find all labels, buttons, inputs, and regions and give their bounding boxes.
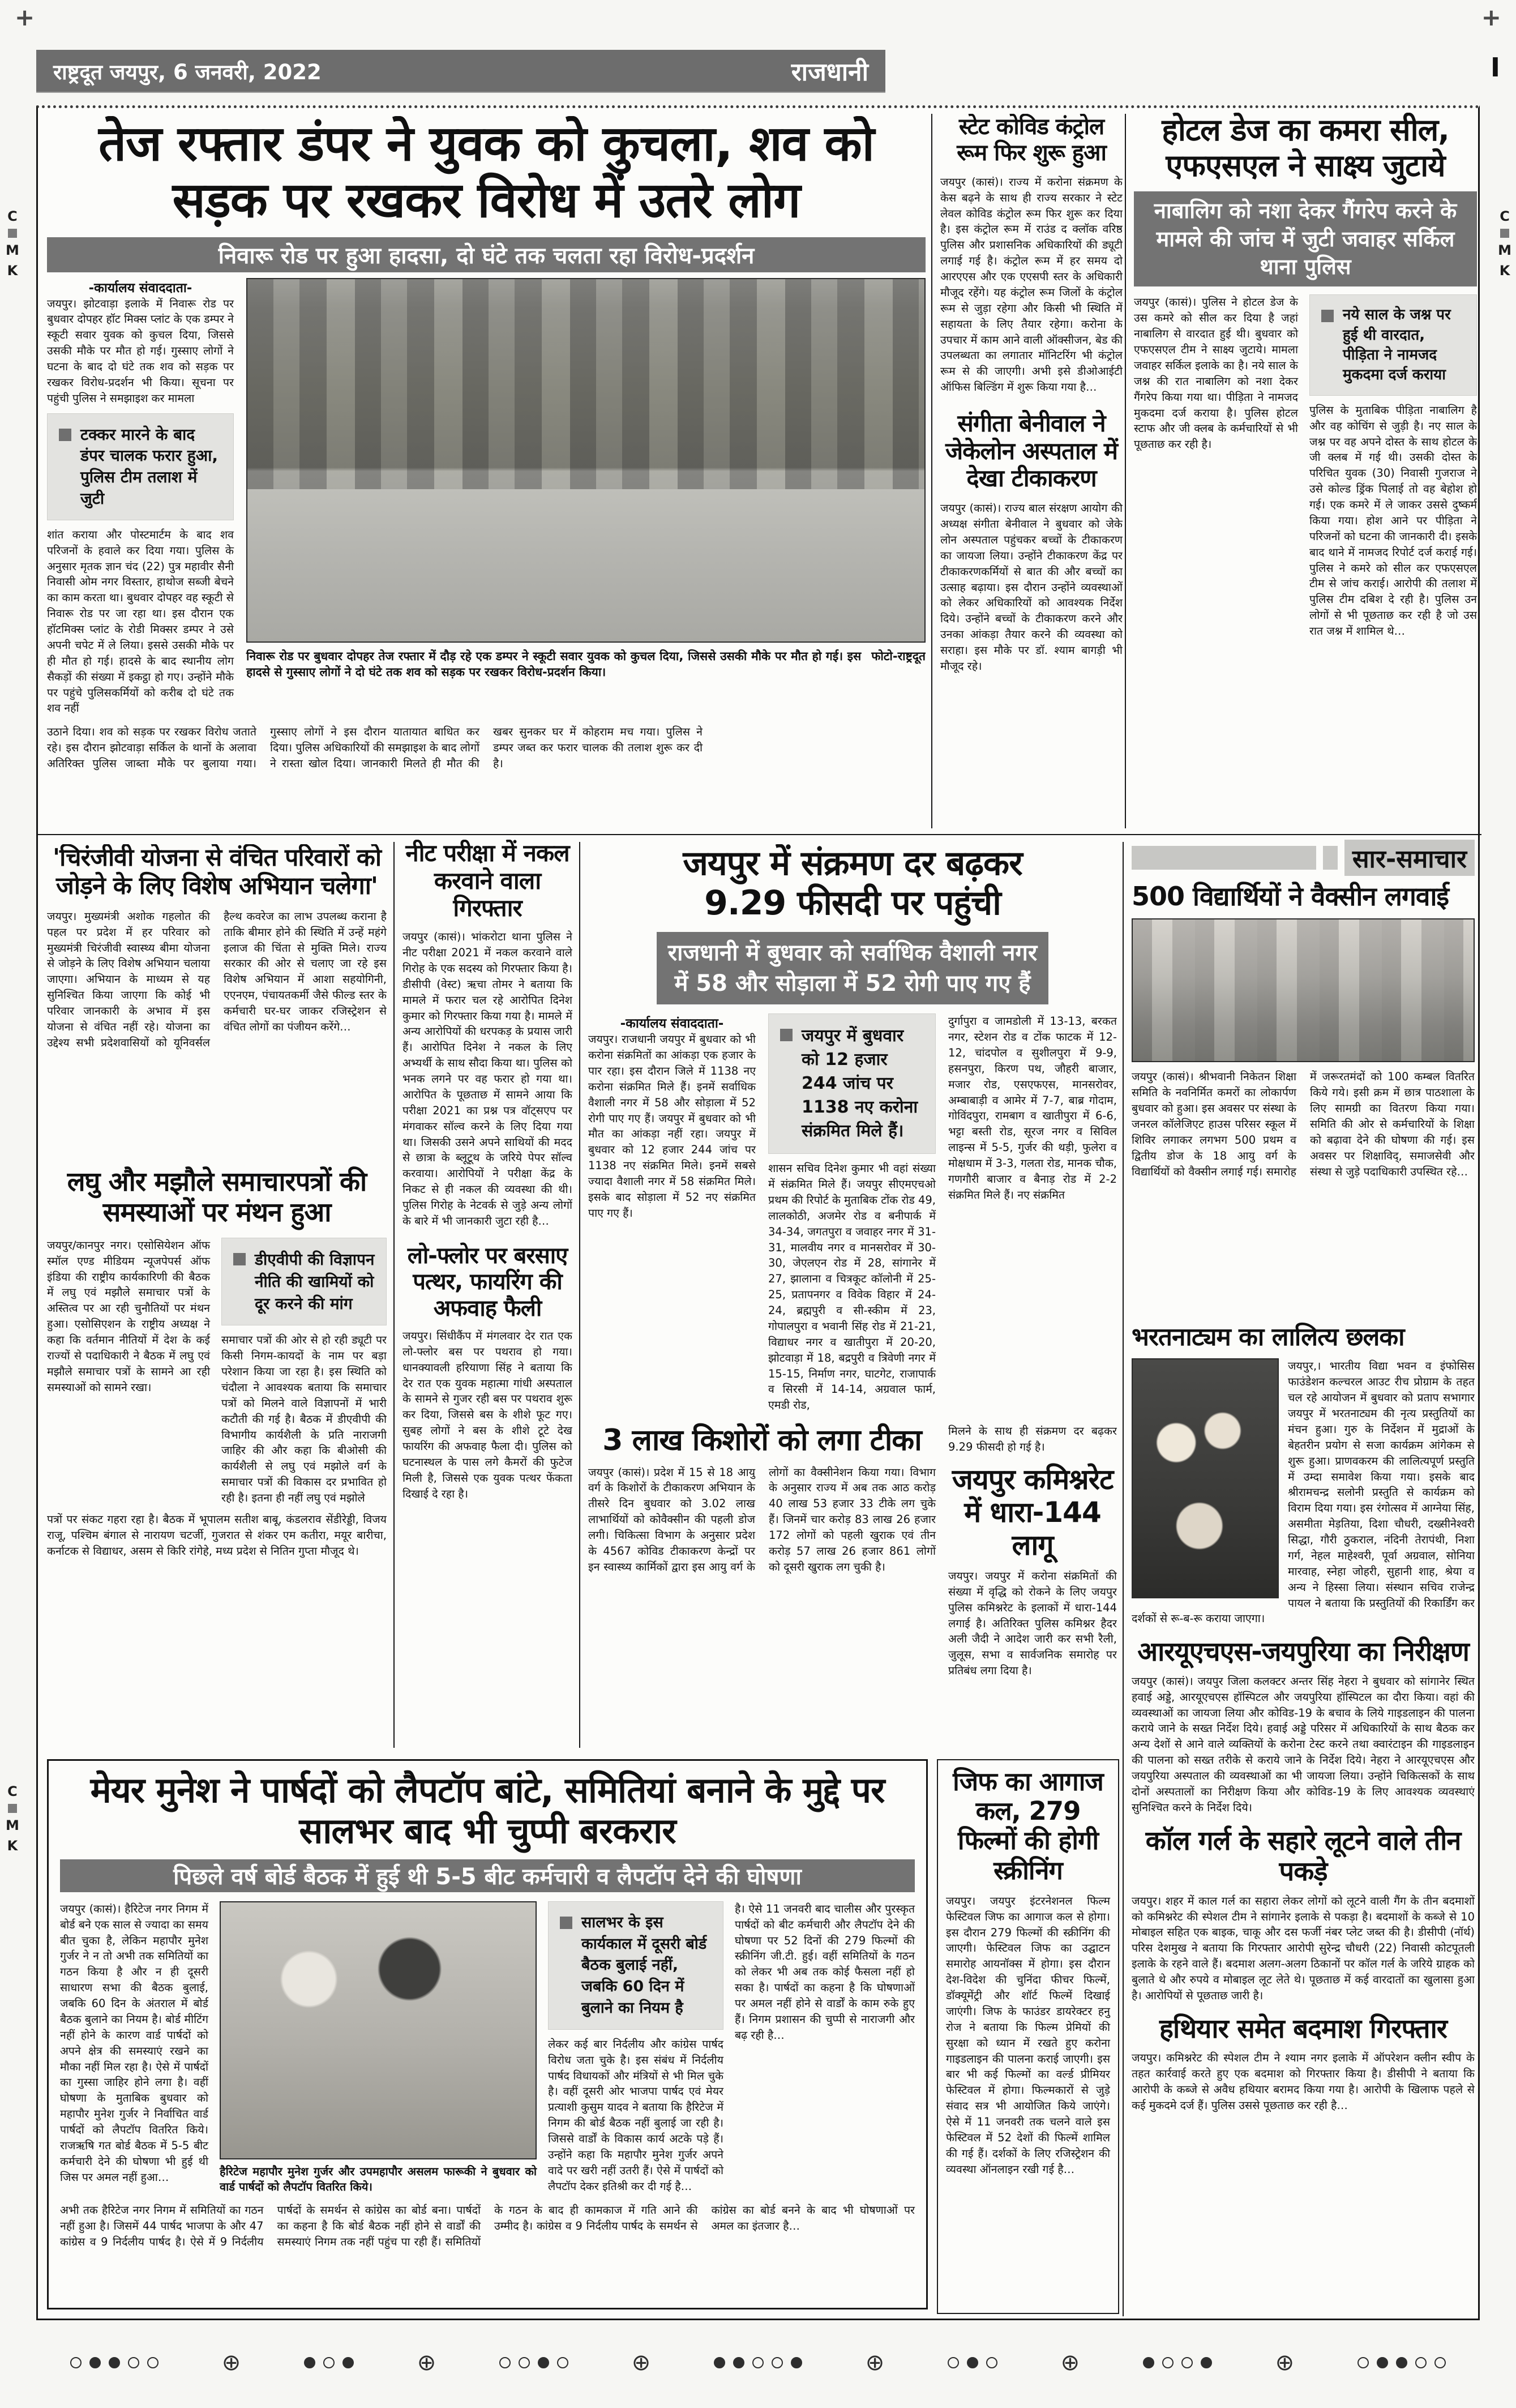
- article-mayor: [47, 1759, 928, 2309]
- right-rail: [1132, 840, 1475, 2316]
- column-rule: [393, 842, 395, 1748]
- newspapers-body3: पत्रों पर संकट गहरा रहा है। बैठक में भूपालम सतीश बाबू, कंडलराव सेंडीरेड्डी, विजय राजू, पश्चिम बंगाल से नारायण चटर्जी, गुजरात से शंकर एम कतीरा, मयूर बारीचा, कर्नाटक से विद्याधर, असम से किरि रांगेहे, मध्य प्रदेश से नितिन गुप्ता मौजूद थे।: [47, 1512, 387, 1558]
- hotel-body: जयपुर (कासं)। पुलिस ने होटल डेज के उस कमरे को सील कर दिया है जहां नाबालिग से वारदात हुई थी। बुधवार को एफएसएल टीम ने साक्ष्य जुटाये। मामला जवाहर सर्किल इलाके का है। नये साल के जश्न की रात नाबालिग को नशा देकर गैंगरेप किया गया था। पीड़िता ने नामजद मुकदमा दर्ज कराया है। पुलिस होटल स्टाफ और जी क्लब के कर्मचारियों से भी पूछताछ कर रही है।: [1134, 296, 1298, 451]
- chiranjeevi-body: जयपुर। मुख्यमंत्री अशोक गहलोत की पहल पर प्रदेश में हर परिवार को मुख्यमंत्री चिरंजीवी स्वास्थ्य बीमा योजना से जोड़ने के लिए विशेष अभियान चलाया जाएगा। अभियान के माध्यम से यह सुनिश्चित किया जाएगा कि कोई भी परिवार जानकारी के अभाव में इस योजना से वंचित नहीं रहे। योजना का उद्देश्य सभी प्रदेशवासियों को यूनिवर्सल हैल्थ कवरेज का लाभ उपलब्ध कराना है ताकि बीमार होने की स्थिति में उन्हें महंगे इलाज की चिंता से मुक्ति मिले। राज्य सरकार की ओर से चलाए जा रहे इस विशेष अभियान में आशा सहयोगिनी, एएनएम, पंचायतकर्मी जैसे फील्ड स्तर के कर्मचारी घर-घर जाकर रजिस्ट्रेशन से वंचित लोगों का पंजीयन करेंगे…: [47, 909, 387, 1049]
- covid-room-headline: स्टेट कोविड कंट्रोल रूम फिर शुरू हुआ: [957, 114, 1106, 166]
- vaccine-body: जयपुर (कासं)। श्रीभवानी निकेतन शिक्षा समिति के नवनिर्मित कमरों का लोकार्पण बुधवार को हुआ। इस अवसर पर संस्था के जनरल कॉलेजिएट हाउस परिसर स्कूल में शिविर लगाकर लगभग 500 प्रथम व द्वितीय डोज के 18 आयु वर्ग के विद्यार्थियों को वैक्सीन लगाई गई। समारोह में जरूरतमंदों को 100 कम्बल वितरित किये गये। इसी क्रम में छात्र पाठशाला के लिए सामग्री का वितरण किया गया। समिति की ओर से कर्मचारियों के शिक्षा को बढ़ावा देने की घोषणा की गई। इस अवसर पर शिक्षाविद्, समाजसेवी और संस्था से जुड़े पदाधिकारी उपस्थित रहे…: [1132, 1070, 1475, 1178]
- article-infection: [588, 844, 1117, 1746]
- hotel-headline: होटल डेज का कमरा सील, एफएसएल ने साक्ष्य जुटाये: [1162, 113, 1449, 183]
- mark-m: M: [6, 1817, 19, 1833]
- teens-body: जयपुर (कासं)। प्रदेश में 15 से 18 आयु वर्ग के किशोरों के टीकाकरण अभियान के तीसरे दिन बुधवार को 3.02 लाख लाभार्थियों को कोवैक्सीन की पहली डोज लगी। चिकित्सा विभाग के अनुसार प्रदेश के 4567 कोविड टीकाकरण केन्द्रों पर इन स्वास्थ्य कार्मिकों द्वारा इस आयु वर्ग के लोगों का वैक्सीनेशन किया गया। विभाग के अनुसार राज्य में अब तक आठ करोड़ 40 लाख 53 हजार 33 टीके लग चुके हैं। जिनमें चार करोड़ 83 लाख 26 हजार 172 लोगों को पहली खुराक एवं तीन करोड़ 57 लाख 26 हजार 861 लोगों को दूसरी खुराक लग चुकी है।: [588, 1465, 936, 1573]
- infection-tail: मिलने के साथ ही संक्रमण दर बढ़कर 9.29 फीसदी हो गई है।: [948, 1425, 1117, 1454]
- mark-k: K: [7, 263, 18, 279]
- lead-body: जयपुर। झोटवाड़ा इलाके में निवारू रोड पर बुधवार दोपहर हॉट मिक्स प्लांट के एक डम्पर ने स्कूटी सवार युवक को कुचल दिया, जिससे उसकी मौके पर मौत हो गई। गुस्साए लोगों ने घटना के बाद दो घंटे तक शव को सड़क पर रखकर विरोध-प्रदर्शन भी किया। सूचना पर पहुंची पुलिस ने समझाइश कर मामला: [47, 297, 234, 405]
- lead-kicker: निवारू रोड पर हुआ हादसा, दो घंटे तक चलता रहा विरोध-प्रदर्शन: [47, 237, 926, 272]
- article-hotel: [1134, 113, 1477, 828]
- lead-body-strip: उठाने दिया। शव को सड़क पर रखकर विरोध जताते रहे। इस दौरान झोटवाड़ा सर्किल के थानों के अलावा अतिरिक्त पुलिस जाब्ता मौके पर बुलाया गया। गुस्साए लोगों ने इस दौरान यातायात बाधित कर दिया। पुलिस अधिकारियों की समझाइश के बाद लोगों ने रास्ता खोल दिया। जानकारी मिलते ही मौत की खबर सुनकर घर में कोहराम मच गया। पुलिस ने डम्पर जब्त कर फरार चालक की तलाश शुरू कर दी है।: [47, 725, 703, 771]
- edition-date: राष्ट्रदूत जयपुर, 6 जनवरी, 2022: [53, 59, 322, 84]
- callgirl-headline: कॉल गर्ल के सहारे लूटने वाले तीन पकड़े: [1145, 1825, 1461, 1888]
- registration-marks: [36, 2350, 1480, 2376]
- weapons-body: जयपुर। कमिश्नरेट की स्पेशल टीम ने श्याम नगर इलाके में ऑपरेशन क्लीन स्वीप के तहत कार्रवाई करते हुए एक बदमाश को गिरफ्तार किया है। डीसीपी ने बताया कि आरोपी के कब्जे से अवैध हथियार बरामद किया गया है। आरोपी के खिलाफ पहले से कई मुकदमे दर्ज हैं। पुलिस उससे पूछताछ कर रही है…: [1132, 2051, 1475, 2112]
- article-covid-room: [940, 114, 1123, 828]
- dance-headline: भरतनाट्यम का लालित्य छलका: [1132, 1323, 1404, 1352]
- print-color-marks: [1498, 208, 1511, 279]
- mayor-body-col1: जयपुर (कासं)। हैरिटेज नगर निगम में बोर्ड बने एक साल से ज्यादा का समय बीत चुका है, लेकिन महापौर मुनेश गुर्जर ने न तो अभी तक समितियों का गठन किया है और न ही दूसरी साधारण सभा की बैठक बुलाई, जबकि 60 दिन के अंतराल में बोर्ड बैठक बुलाने का नियम है। बोर्ड मीटिंग नहीं होने के कारण वार्ड पार्षदों को अपने क्षेत्र की समस्याएं रखने का मौका नहीं मिल रहा है। ऐसे में पार्षदों का गुस्सा जाहिर होने लगा है। वहीं घोषणा के मुताबिक बुधवार को महापौर मुनेश गुर्जर ने निर्वाचित वार्ड पार्षदों को लैपटॉप वितरित किये। राजऋषि गत बोर्ड बैठक में 5-5 बीट कर्मचारी देने की घोषणा भी हुई थी जिस पर अमल नहीं हुआ…: [60, 1902, 208, 2184]
- square-bullet-icon: [59, 429, 71, 441]
- mark-k: K: [1499, 263, 1510, 279]
- lead-byline: -कार्यालय संवाददाता-: [88, 280, 192, 296]
- column-rule: [579, 842, 580, 1748]
- vaccine-photo: [1132, 918, 1475, 1062]
- jiff-body: जयपुर। जयपुर इंटरनेशनल फिल्म फेस्टिवल जिफ का आगाज कल से होगा। इस दौरान 279 फिल्मों की स्क्रीनिंग की जाएगी। फेस्टिवल जिफ का उद्घाटन समारोह आयनॉक्स में होगा। इस दौरान देश-विदेश की चुनिंदा फीचर फिल्में, डॉक्यूमेंट्री और शॉर्ट फिल्में दिखाई जाएंगी। जिफ के फाउंडर डायरेक्टर हनु रोज ने बताया कि फिल्म प्रेमियों की सुरक्षा को ध्यान में रखते हुए करोना गाइडलाइन की पालना कराई जाएगी। इस बार भी कई फिल्मों का वर्ल्ड प्रीमियर फेस्टिवल में होगा। फिल्मकारों से जुड़े संवाद सत्र भी आयोजित किये जाएंगे। ऐसे में 11 जनवरी तक चलने वाले इस फेस्टिवल में 52 देशों की फिल्में शामिल की गई हैं। दर्शकों के लिए रजिस्ट्रेशन की व्यवस्था ऑनलाइन रखी गई है…: [946, 1894, 1110, 2176]
- beniwal-headline: संगीता बेनीवाल ने जेकेलोन अस्पताल में देखा टीकाकरण: [945, 409, 1118, 493]
- dance-photo: [1132, 1358, 1279, 1598]
- header-slab: [1132, 846, 1316, 870]
- infection-kicker: राजधानी में बुधवार को सर्वाधिक वैशाली नगर में 58 और सोड़ाला में 52 रोगी पाए गए हैं: [657, 932, 1048, 1004]
- infection-headline: जयपुर में संक्रमण दर बढ़कर 9.29 फीसदी पर पहुंची: [683, 844, 1022, 923]
- article-lead: [47, 116, 926, 828]
- mark-c: C: [1500, 208, 1510, 224]
- section-title: राजधानी: [791, 58, 868, 87]
- crop-mark: +: [15, 3, 35, 31]
- mark-c: C: [7, 1783, 18, 1799]
- newspapers-headline: लघु और मझौले समाचारपत्रों की समस्याओं पर मंथन हुआ: [67, 1166, 367, 1229]
- infection-body-c: दुर्गापुरा व जामडोली में 13-13, बरकत नगर, स्टेशन रोड व टोंक फाटक में 12-12, चांदपोल व सुशीलपुरा में 9-9, हसनपुरा, किरण पथ, जौहरी बाजार, मजार रोड, एसएफएस, मानसरोवर, अम्बाबाड़ी व आमेर में 7-7, बाब्र गोदाम, गोविंदपुरा, रामबाग व खातीपुरा में 6-6, भट्टा बस्ती रोड, सूरज नगर व सिविल लाइन्स में 5-5, गुर्जर की थड़ी, फुलेरा व मोक्षधाम में 3-3, गलता रोड, मानक चौक, गणगौरी बाजार व बैनाड़ रोड में 2-2 संक्रमित मिले हैं। नए संक्रमित: [948, 1015, 1117, 1201]
- column-rule: [931, 114, 932, 828]
- article-teens: [588, 1423, 936, 1679]
- dance-body: जयपुर,। भारतीय विद्या भवन व इंफोसिस फाउंडेशन कल्चरल आउट रीच प्रोग्राम के तहत चल रहे आयोजन में बुधवार को प्रताप सभागार जयपुर में भरतनाट्यम की नृत्य प्रस्तुतियों का मंचन हुआ। गुरु के निर्देशन में मुद्राओं के बेहतरीन प्रयोग से सजा कार्यक्रम आंगेकम से शुरू हुआ। प्राणवकरम की लालित्यपूर्ण प्रस्तुति में उम्दा समावेश किया गया। इसके बाद श्रीरामचन्द्र सलोनी प्रस्तुति से कार्यक्रम को विराम दिया गया। इस रंगोत्सव में आग्नेया सिंह, असमीता मेड़तिया, दिशा चौधरी, दख्सीनेश्वरी सिद्धा, गौरी ठुकराल, नंदिनी तेरापंथी, निशा गर्ग, नेहल माहेश्वरी, पूर्वा अग्रवाल, सोनिया मारवाह, स्नेहा जोहरी, सुहानी शाह, श्रेया व अन्य ने हिस्सा लिया। संस्थान सचिव राजेन्द्र पायल ने बताया कि प्रस्तुतियों की रिकार्डिंग कर दर्शकों से रू-ब-रू कराया जाएगा।: [1132, 1359, 1475, 1626]
- mayor-body-strip: अभी तक हैरिटेज नगर निगम में समितियों का गठन नहीं हुआ है। जिसमें 44 पार्षद भाजपा के और 47 कांग्रेस व 9 निर्दलीय पार्षद है। ऐसे में 9 निर्दलीय पार्षदों के समर्थन से कांग्रेस का बोर्ड बना। पार्षदों का कहना है कि बोर्ड बैठक नहीं होने से वार्डों की समस्याएं निगम तक नहीं पहुंच पा रही हैं। समितियों के गठन के बाद ही कामकाज में गति आने की उम्मीद है। कांग्रेस व 9 निर्दलीय पार्षद के समर्थन से कांग्रेस का बोर्ड बनने के बाद भी घोषणाओं पर अमल का इंतजार है…: [60, 2203, 915, 2248]
- photo-credit: फोटो-राष्ट्रदूत: [871, 649, 926, 663]
- lead-headline: तेज रफ्तार डंपर ने युवक को कुचला, शव को सड़क पर रखकर विरोध में उतरे लोग: [99, 116, 874, 229]
- page-frame: [36, 105, 1480, 2320]
- rail-section-header: [1132, 840, 1475, 876]
- weapons-headline: हथियार समेत बदमाश गिरफ्तार: [1159, 2013, 1447, 2045]
- crop-mark: +: [1481, 3, 1501, 31]
- registration-icon: ⊕: [631, 2350, 651, 2376]
- mark-c: C: [7, 208, 18, 224]
- header-slab: [1323, 846, 1338, 870]
- registration-icon: ⊕: [417, 2350, 436, 2376]
- newspapers-highlight-box: डीएवीपी की विज्ञापन नीति की खामियों को दूर करने की मांग: [221, 1238, 387, 1326]
- vaccine-headline: 500 विद्यार्थियों ने वैक्सीन लगवाई: [1132, 881, 1449, 912]
- registration-icon: ⊕: [865, 2350, 885, 2376]
- article-neet: [402, 840, 572, 1746]
- article-chiranjeevi: [47, 844, 387, 1746]
- mark-m: M: [6, 242, 19, 258]
- hotel-highlight-box: नये साल के जश्न पर हुई थी वारदात, पीड़िता ने नामजद मुकदमा दर्ज कराया: [1309, 294, 1477, 395]
- registration-icon: ⊕: [221, 2350, 241, 2376]
- lead-photo-caption: निवारू रोड पर बुधवार दोपहर तेज रफ्तार में दौड़ रहे एक डम्पर ने स्कूटी सवार युवक को कुचल दिया, जिससे उसकी मौके पर मौत हो गई। इस हादसे से गुस्साए लोगों ने दो घंटे तक शव को सड़क पर रखकर विरोध-प्रदर्शन किया।: [246, 649, 862, 679]
- registration-icon: ⊕: [1275, 2350, 1295, 2376]
- chiranjeevi-headline: 'चिरंजीवी योजना से वंचित परिवारों को जोड़ने के लिए विशेष अभियान चलेगा': [52, 844, 382, 900]
- mayor-highlight-box: सालभर के इस कार्यकाल में दूसरी बोर्ड बैठक बुलाई नहीं, जबकि 60 दिन में बुलाने का नियम है: [548, 1901, 723, 2030]
- print-color-marks: [6, 1783, 19, 1854]
- column-rule: [1125, 114, 1126, 828]
- mayor-body-col4: है। ऐसे 11 जनवरी बाद चालीस और पुरस्कृत पार्षदों को बीट कर्मचारी और लैपटॉप देने की घोषणा पर 52 दिनों की 279 फिल्मों की स्क्रीनिंग जी.टी. हुई। वहीं समितियों के गठन को लेकर भी अब तक कोई फैसला नहीं हो सका है। पार्षदों का कहना है कि घोषणाओं पर अमल नहीं होने से वार्डों के काम रुके हुए हैं। निगम प्रशासन की चुप्पी से नाराजगी और बढ़ रही है…: [735, 1902, 915, 2042]
- article-dhara144: [948, 1423, 1117, 1679]
- mayor-body-col3: लेकर कई बार निर्दलीय और कांग्रेस पार्षद विरोध जता चुके है। इस संबंध में निर्दलीय पार्षद विधायकों और मंत्रियों से भी मिल चुके है। वहीं दूसरी ओर भाजपा पार्षद एवं मेयर प्रत्याशी कुसुम यादव ने बताया कि हैरिटेज में निगम की बोर्ड बैठक नहीं बुलाई जा रही है। जिससे वार्डों के विकास कार्य अटके पड़े हैं। उन्होंने कहा कि महापौर मुनेश गुर्जर अपने वादे पर खरी नहीं उतरी हैं। ऐसे में पार्षदों को लैपटॉप देकर इतिश्री कर दी गई है…: [548, 2037, 723, 2193]
- masthead: [36, 50, 885, 92]
- square-bullet-icon: [1321, 310, 1334, 322]
- beniwal-body: जयपुर (कासं)। राज्य बाल संरक्षण आयोग की अध्यक्ष संगीता बेनीवाल ने बुधवार को जेके लोन अस्पताल पहुंचकर बच्चों के टीकाकरण का जायजा लिया। उन्होंने टीकाकरण केंद्र पर टीकाकरणकर्मियों से बात की और बच्चों का उत्साह बढ़ाया। इस दौरान उन्होंने व्यवस्थाओं को लेकर अधिकारियों को आवश्यक निर्देश दिये। उन्होंने बच्चों के टीकाकरण करने और उनका आंकड़ा तैयार करने की व्यवस्था को सराहा। इस मौके पर डॉ. श्याम बागड़ी भी मौजूद रहे।: [940, 502, 1123, 673]
- lowfloor-headline: लो-फ्लोर पर बरसाए पत्थर, फायरिंग की अफवाह फैली: [407, 1242, 568, 1321]
- hotel-kicker: नाबालिग को नशा देकर गैंगरेप करने के मामले की जांच में जुटी जवाहर सर्किल थाना पुलिस: [1134, 191, 1477, 286]
- jiff-headline: जिफ का आगाज कल, 279 फिल्मों की होगी स्क्रीनिंग: [953, 1767, 1103, 1885]
- section-rule: [38, 834, 1481, 835]
- registration-icon: ⊕: [1060, 2350, 1080, 2376]
- column-rule: [1123, 842, 1124, 2316]
- dhara144-headline: जयपुर कमिश्नरेट में धारा-144 लागू: [952, 1462, 1114, 1562]
- teens-headline: 3 लाख किशोरों को लगा टीका: [602, 1423, 922, 1458]
- infection-body-b: शासन सचिव दिनेश कुमार भी वहां संख्या में संक्रमित मिले हैं। जयपुर सीएमएचओ प्रथम की रिपोर्ट के मुताबिक टोंक रोड 49, लालकोठी, अजमेर रोड व बनीपार्क में 34-34, जगतपुरा व जवाहर नगर में 31-31, मालवीय नगर व मानसरोवर में 30-30, जेएलएन रोड में 28, सांगानेर में 27, झालाना व चित्रकूट कॉलोनी में 25-25, प्रतापनगर व विवेक विहार में 24-24, ब्रह्मपुरी व सी-स्कीम में 23, गोपालपुरा व भवानी सिंह रोड में 21-21, विद्याधर नगर व खातीपुरा में 20-20, झोटवाड़ा में 18, बद्रपुरी व त्रिवेणी नगर में 15-15, निर्माण नगर, घाटगेट, राजापार्क व सिरसी में 14-14, अग्रवाल फार्म, एमडी रोड,: [768, 1162, 936, 1412]
- mayor-headline: मेयर मुनेश ने पार्षदों को लैपटॉप बांटे, समितियां बनाने के मुद्दे पर सालभर बाद भी चुप्पी बरकरार: [90, 1769, 885, 1851]
- article-jiff: [937, 1759, 1119, 2314]
- newspapers-body2: समाचार पत्रों की ओर से हो रही ड्यूटी पर किसी निगम-कायदों के नाम पर बड़ा परेशान किया जा रहा है। इस स्थिति को चंदौला ने आवश्यक बताया कि समाचार पत्रों को मिलने वाले विज्ञापनों में भारी कटौती की गई है। बैठक में डीएवीपी की विभागीय कार्यशैली के प्रति नाराजगी जाहिर की और कहा कि बीओसी की कार्यशैली से लघु एवं मझोले वर्ग के समाचार पत्रों की विकास दर प्रभावित हो रही है। इतना ही नहीं लघु एवं मझोले: [221, 1333, 387, 1505]
- newspapers-body: जयपुर/कानपुर नगर। एसोसियेशन ऑफ स्मॉल एण्ड मीडियम न्यूजपेपर्स ऑफ इंडिया की राष्ट्रीय कार्यकारिणी की बैठक में लघु एवं मझौले समाचार पत्रों के अस्तित्व पर आ रही चुनौतियों पर मंथन हुआ। एसोसिएशन के राष्ट्रीय अध्यक्ष ने कहा कि वर्तमान नीतियों में देश के कई राज्यों से पदाधिकारी ने बैठक में लघु एवं मझौले समाचार पत्रों के सामने आ रही समस्याओं को सामने रखा।: [47, 1238, 210, 1394]
- neet-headline: नीट परीक्षा में नकल करवाने वाला गिरफ्तार: [405, 840, 569, 922]
- mayor-kicker: पिछले वर्ष बोर्ड बैठक में हुई थी 5-5 बीट कर्मचारी व लैपटॉप देने की घोषणा: [60, 1859, 915, 1892]
- square-bullet-icon: [780, 1029, 793, 1041]
- lead-highlight-box: टक्कर मारने के बाद डंपर चालक फरार हुआ, पुलिस टीम तलाश में जुटी: [47, 413, 234, 520]
- ruhs-headline: आरयूएचएस-जयपुरिया का निरीक्षण: [1137, 1636, 1469, 1668]
- infection-highlight-box: जयपुर में बुधवार को 12 हजार 244 जांच पर 1138 नए करोना संक्रमित मिले हैं।: [768, 1013, 936, 1154]
- infection-byline: -कार्यालय संवाददाता-: [620, 1016, 724, 1032]
- lead-photo: [246, 278, 926, 643]
- callgirl-body: जयपुर। शहर में काल गर्ल का सहारा लेकर लोगों को लूटने वाली गैंग के तीन बदमाशों को कमिश्नरेट की स्पेशल टीम ने सांगानेर इलाके से पकड़ा है। बदमाशों के कब्जे से 10 मोबाइल सहित एक बाइक, चाकू और दस फर्जी नंबर प्लेट जब्त की है। डीसीपी (नॉर्थ) परिस देशमुख ने बताया कि गिरफ्तार आरोपी सुरेन्द्र चौधरी (22) निवासी कोटपूतली इलाके के रहने वाले हैं। बदमाश अलग-अलग ठिकानों पर कॉल गर्ल के जरिये ग्राहक को बुलाते थे और रुपये व मोबाइल लूट लेते थे। पूछताछ में कई वारदातों का खुलासा हुआ है। आरोपियों से पूछताछ जारी है।: [1132, 1894, 1475, 2002]
- mayor-photo-caption: हैरिटेज महापौर मुनेश गुर्जर और उपमहापौर असलम फारूकी ने बुधवार को वार्ड पार्षदों को लैपटॉप वितरित किये।: [220, 2164, 537, 2193]
- lowfloor-body: जयपुर। सिंधीकैंप में मंगलवार देर रात एक लो-फ्लोर बस पर पथराव हो गया। धानक्यावली हरियाणा सिंह ने बताया कि देर रात एक युवक महात्मा गांधी अस्पताल के सामने से गुजर रही बस पर पथराव शुरू कर दिया, जिससे बस के शीशे फूट गए। सुबह लोगों ने बस के शीशे टूटे देख फायरिंग की अफवाह फैला दी। पुलिस को घटनास्थल के पास लगे कैमरों की फुटेज मिली है, जिससे एक युवक पत्थर फेंकता दिखाई दे रहा है।: [402, 1329, 572, 1500]
- ruhs-body: जयपुर (कासं)। जयपुर जिला कलक्टर अन्तर सिंह नेहरा ने बुधवार को सांगानेर स्थित हवाई अड्डे, आरयूएचएस हॉस्पिटल और जयपुरिया हॉस्पिटल का दौरा किया। वहां की व्यवस्थाओं का जायजा लिया और कोविड-19 के बचाव के लिये गाइडलाइन की पालना कराये जाने के सख्त निर्देश दिये। हवाई अड्डे परिसर में अधिकारियों के साथ बैठक कर अन्य देशों से आने वाले व्यक्तियों के करोना टेस्ट करने तथा क्वारंटाइन की गाइडलाइन की पालना को सख्त तरीके से कराये जाने के निर्देश दिये। नेहरा ने आरयूएचएस और जयपुरिया अस्पताल की व्यवस्थाओं का भी जायजा लिया। उन्होंने चिकित्सकों के साथ दोनों अस्पतालों का निरीक्षण किया और कोविड-19 के लिए आवश्यक व्यवस्थाएं सुनिश्चित करने के निर्देश दिये।: [1132, 1674, 1475, 1814]
- mark-m: M: [1498, 242, 1511, 258]
- print-color-marks: [6, 208, 19, 279]
- mark-k: K: [7, 1838, 18, 1854]
- square-bullet-icon: [560, 1917, 572, 1929]
- covid-room-body: जयपुर (कासं)। राज्य में करोना संक्रमण के केस बढ़ने के साथ ही राज्य सरकार ने स्टेट लेवल कोविड कंट्रोल रूम फिर शुरू कर दिया है। इस कंट्रोल रूम में राउंड द क्लॉक वरिष्ठ पुलिस और प्रशासनिक अधिकारियों की ड्यूटी लगाई गई है। कंट्रोल रूम में हर समय दो आरएएस और एक एएसपी स्तर के अधिकारी मौजूद रहेंगे। यह कंट्रोल रूम जिलों के कंट्रोल रूम से जुड़ा रहेगा और किसी भी स्थिति में सहायता के लिए तैयार रहेगा। करोना के उपचार में काम आने वाली ऑक्सीजन, बेड की उपलब्धता का लगातार मॉनिटरिंग भी कंट्रोल रूम से की जाएगी। अभी इसे डीओआईटी ऑफिस बिल्डिंग में शुरू किया गया है…: [940, 175, 1123, 394]
- hotel-body-cont: पुलिस के मुताबिक पीड़िता नाबालिग है और वह कोचिंग से जुड़ी है। नए साल के जश्न पर वह अपने दोस्त के साथ होटल के जी क्लब में गई थी। उसकी दोस्त के परिचित युवक (30) निवासी गुजराज ने उसे कोल्ड ड्रिंक पिलाई तो वह बेहोश हो गई। एक कमरे में ले जाकर उससे दुष्कर्म किया गया। होश आने पर पीड़िता ने परिजनों को घटना की जानकारी दी। इसके बाद थाने में नामजद रिपोर्ट दर्ज कराई गई। पुलिस ने कमरे को सील कर एफएसएल टीम से जांच कराई। आरोपी की तलाश में पुलिस टीम दबिश दे रही है। पुलिस उन लोगों से भी पूछताछ कर रही है जो उस रात जश्न में शामिल थे…: [1309, 403, 1477, 638]
- dhara144-body: जयपुर। जयपुर में करोना संक्रमितों की संख्या में वृद्धि को रोकने के लिए जयपुर पुलिस कमिश्नरेट के इलाकों में धारा-144 लगाई है। अतिरिक्त पुलिस कमिश्नर हैदर अली जैदी ने आदेश जारी कर सभी रैली, जुलूस, सभा व सार्वजनिक समारोह पर प्रतिबंध लगा दिया है।: [948, 1569, 1117, 1678]
- square-bullet-icon: [233, 1253, 246, 1265]
- lead-body-cont: शांत कराया और पोस्टमार्टम के बाद शव परिजनों के हवाले कर दिया गया। पुलिस के अनुसार मृतक ज्ञान चंद (22) पुत्र महावीर सैनी निवासी ओम नगर विस्तार, हाथोज सब्जी बेचने का काम करता था। बुधवार दोपहर वह स्कूटी से निवारू रोड पर जा रहा था। इस दौरान एक हॉटमिक्स प्लांट के रोडी मिक्सर डम्पर ने उसे अपनी चपेट में ले लिया। इससे उसकी मौके पर ही मौत हो गई। हादसे के बाद स्थानीय लोग सैकड़ों की संख्या में इकट्ठा हो गए। उन्होंने मौके पर पहुंचे पुलिसकर्मियों को करीब दो घंटे तक शव नहीं: [47, 528, 234, 715]
- infection-body-a: जयपुर। राजधानी जयपुर में बुधवार को भी करोना संक्रमितों का आंकड़ा एक हजार के पार रहा। इस दौरान जिले में 1138 नए करोना संक्रमित मिले हैं। इनमें सर्वाधिक वैशाली नगर में 58 और सोड़ाला में 52 रोगी पाए गए हैं। जयपुर में बुधवार को भी मौत का आंकड़ा नहीं रहा। जयपुर में बुधवार को 12 हजार 244 जांच पर 1138 नए संक्रमित मिले। इनमें सबसे ज्यादा वैशाली नगर में 58 संक्रमित मिले। इसके बाद सोड़ाला में 52 नए संक्रमित पाए गए हैं।: [588, 1033, 756, 1220]
- mayor-photo: [220, 1901, 537, 2159]
- neet-body: जयपुर (कासं)। भांकरोटा थाना पुलिस ने नीट परीक्षा 2021 में नकल करवाने वाले गिरोह के एक सदस्य को गिरफ्तार किया है। डीसीपी (वेस्ट) ऋचा तोमर ने बताया कि मामले में फरार चल रहे आरोपित दिनेश कुमार को गिरफ्तार किया गया है। मामले में अन्य आरोपियों की धरपकड़ के प्रयास जारी हैं। आरोपित दिनेश ने नकल के लिए अभ्यर्थी के साथ सौदा किया था। पुलिस को भनक लगने पर वह फरार हो गया था। आरोपित के पूछताछ में सामने आया कि परीक्षा 2021 का प्रश्न पत्र वॉट्सएप पर मंगवाकर सॉल्व करने के लिए दिया गया था। जिसकी उसने अपने साथियों की मदद से छात्रा के ब्लूटूथ के जरिये पेपर सॉल्व करवाया। आरोपियों ने परीक्षा केंद्र के निकट से ही नकल की व्यवस्था की थी। पुलिस गिरोह के नेटवर्क से जुड़े अन्य लोगों के बारे में भी जानकारी जुटा रही है…: [402, 930, 572, 1227]
- page-letter: I: [1490, 52, 1500, 83]
- rail-section-title: सार-समाचार: [1344, 840, 1475, 876]
